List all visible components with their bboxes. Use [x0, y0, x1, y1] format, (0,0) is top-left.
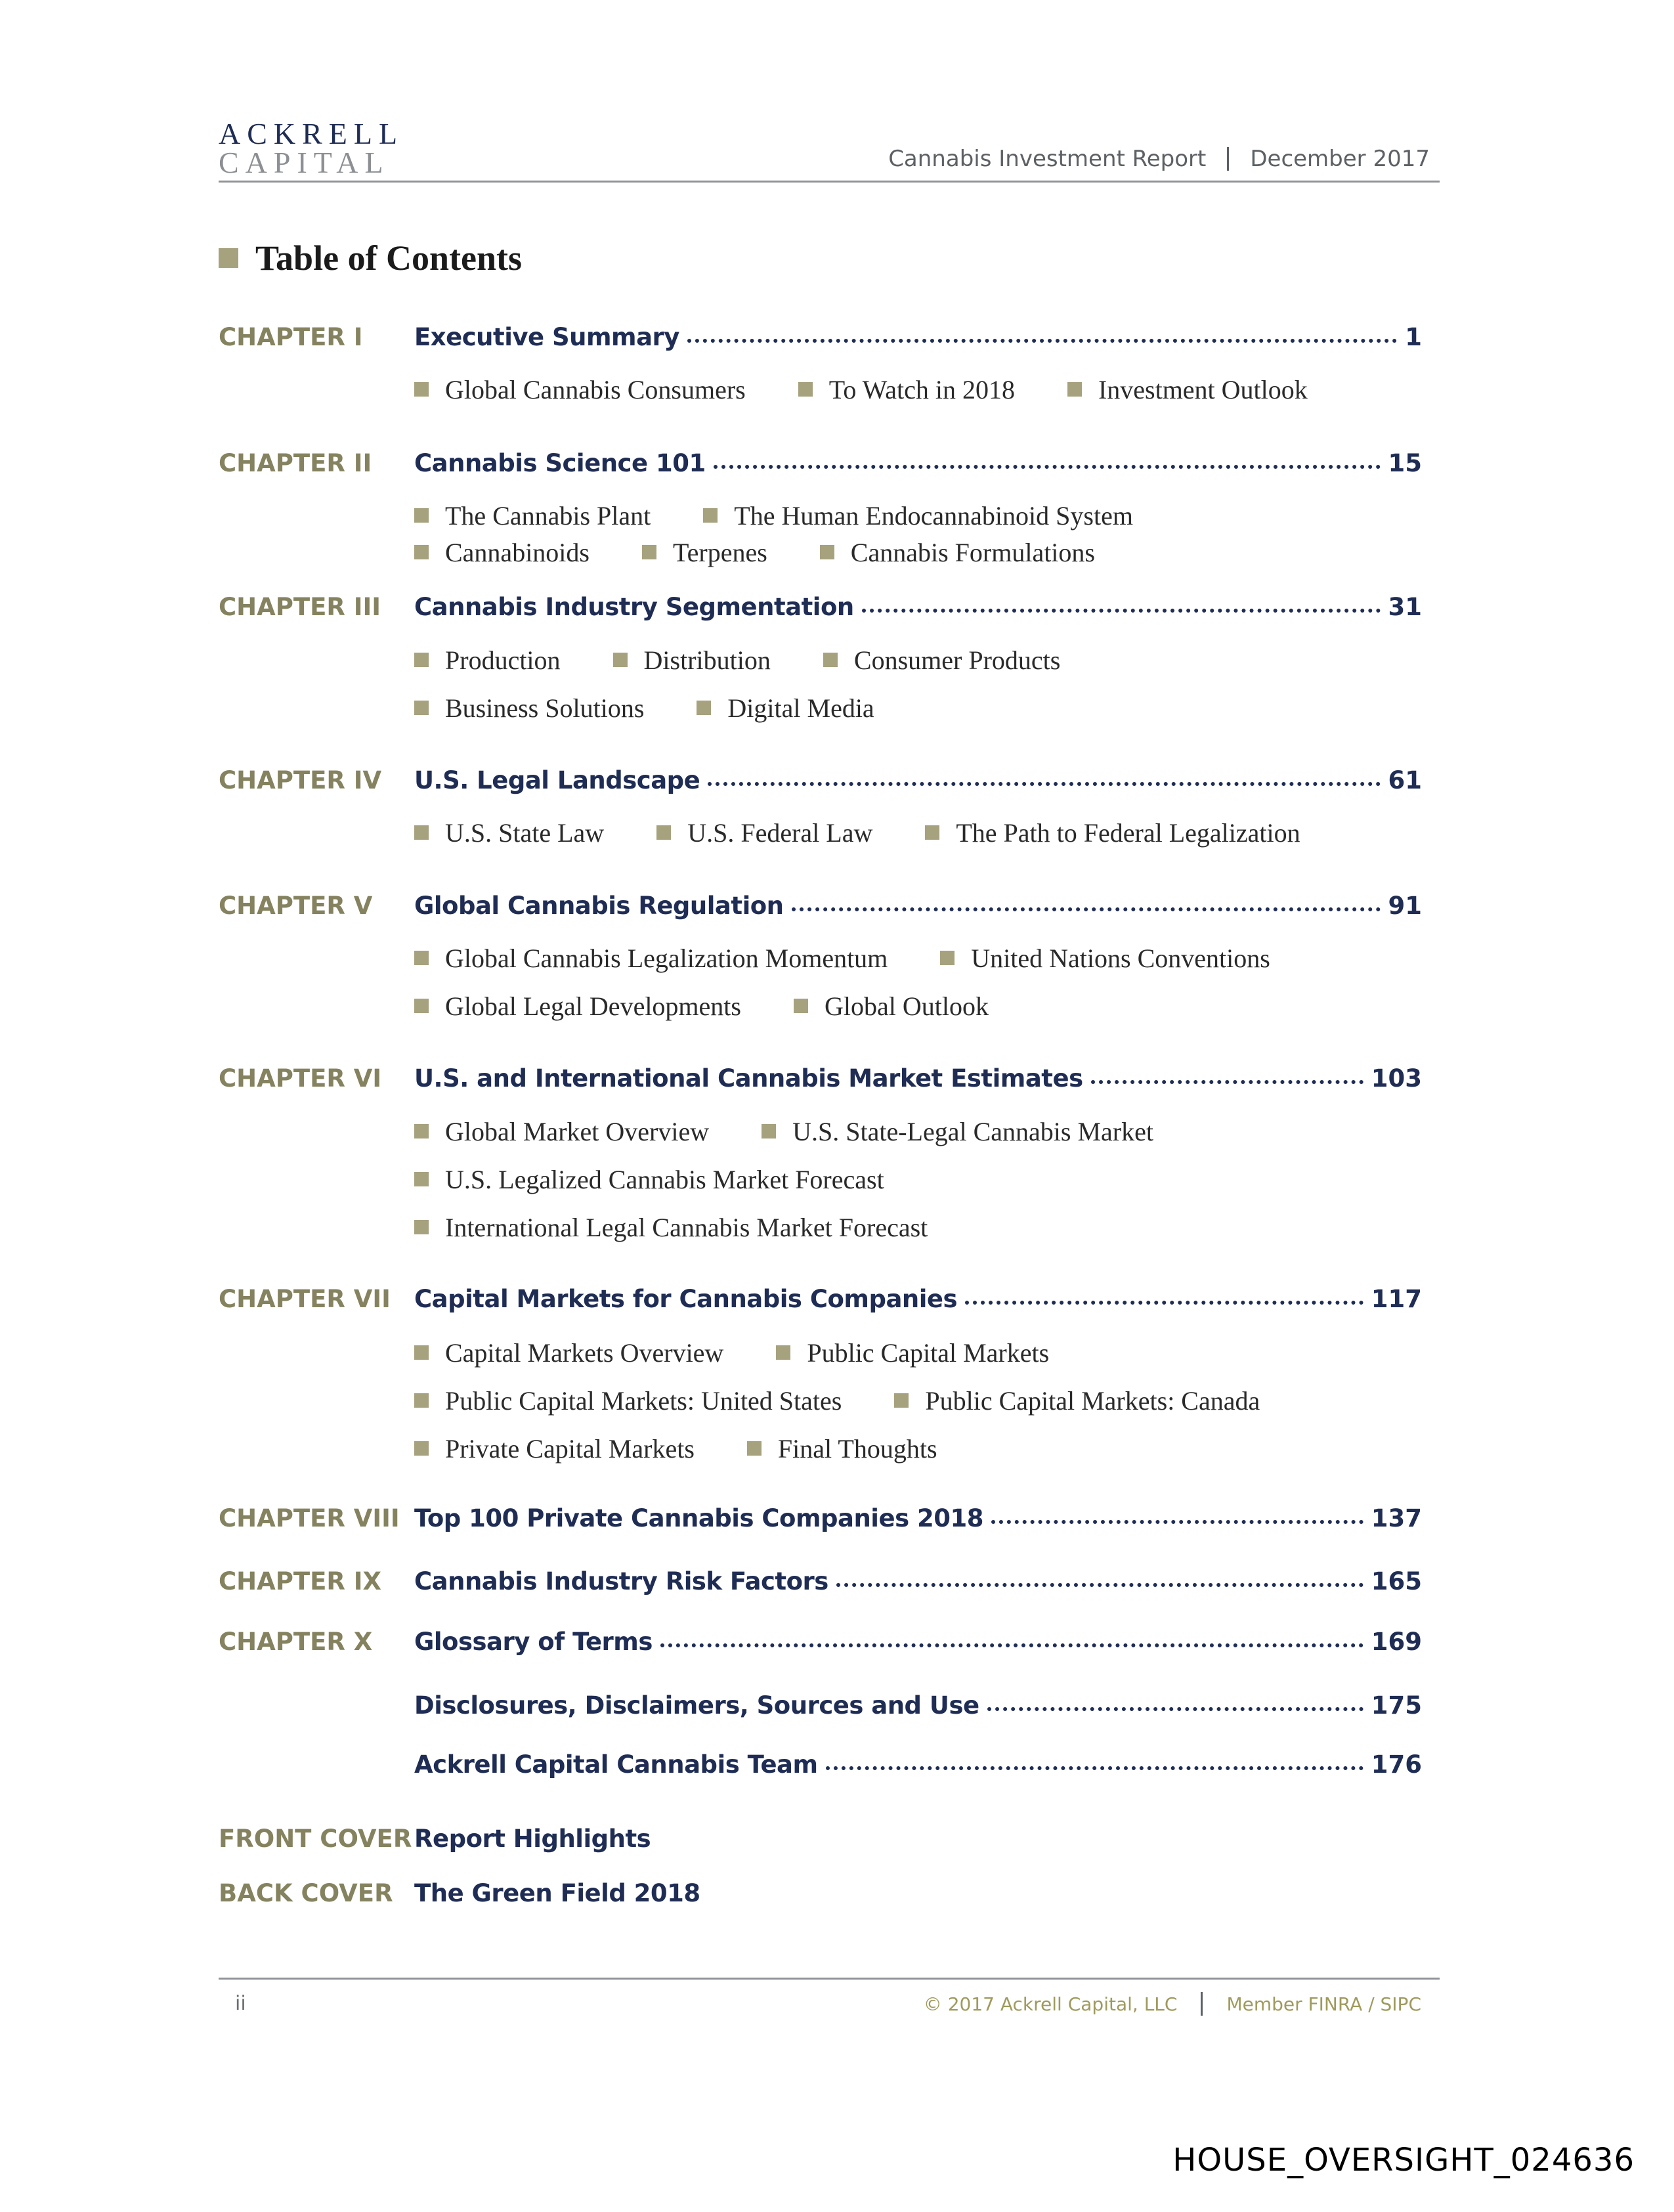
subsection-row — [414, 536, 1148, 569]
square-bullet-icon — [414, 1441, 429, 1456]
square-bullet-icon — [798, 382, 813, 397]
subsection-item[interactable] — [414, 1164, 884, 1195]
square-bullet-icon — [414, 1172, 429, 1186]
dot-leader — [965, 1297, 1363, 1305]
chapter-title[interactable]: U.S. Legal Landscape — [414, 766, 700, 794]
subsection-row — [414, 691, 927, 724]
dot-leader — [792, 903, 1381, 911]
chapter-title[interactable]: Cannabis Industry Segmentation — [414, 593, 854, 621]
subsection-label: U.S. Legalized Cannabis Market Forecast — [445, 1164, 884, 1194]
chapter-page-number: 117 — [1371, 1285, 1422, 1313]
dot-leader — [836, 1579, 1363, 1587]
subsection-label: Final Thoughts — [777, 1433, 937, 1464]
dot-leader — [826, 1762, 1363, 1770]
subsection-item[interactable] — [703, 500, 1133, 531]
chapter-title[interactable]: Disclosures, Disclaimers, Sources and Use — [414, 1691, 979, 1720]
chapter-title-row[interactable] — [414, 1504, 1422, 1532]
chapter-label: CHAPTER VIII — [219, 1504, 400, 1532]
dot-leader — [708, 778, 1380, 786]
subsection-row — [414, 373, 1360, 406]
copyright: © 2017 Ackrell Capital, LLC — [923, 1993, 1178, 2015]
toc-entry — [0, 1567, 1674, 1613]
subsection-label: Global Legal Developments — [445, 991, 741, 1021]
subsection-row — [414, 1115, 1206, 1148]
square-bullet-icon — [697, 701, 711, 715]
dot-leader — [862, 605, 1381, 613]
subsection-label: U.S. State Law — [445, 817, 605, 848]
chapter-label: CHAPTER V — [219, 892, 373, 920]
subsection-row — [414, 1211, 980, 1244]
chapter-label: CHAPTER III — [219, 593, 381, 621]
subsection-label: Digital Media — [727, 693, 874, 723]
chapter-label: CHAPTER IV — [219, 766, 382, 794]
square-bullet-icon — [414, 545, 429, 559]
chapter-label: CHAPTER VI — [219, 1064, 382, 1093]
chapter-page-number: 103 — [1371, 1064, 1422, 1093]
square-bullet-icon — [414, 382, 429, 397]
subsection-item[interactable] — [747, 1433, 937, 1464]
document-stamp: HOUSE_OVERSIGHT_024636 — [1172, 2142, 1635, 2179]
footer-separator — [1201, 1992, 1203, 2016]
square-bullet-icon — [414, 653, 429, 667]
chapter-title-row[interactable] — [414, 1628, 1422, 1656]
subsection-item[interactable] — [414, 1116, 709, 1147]
square-bullet-icon — [414, 1345, 429, 1360]
subsection-label: Capital Markets Overview — [445, 1337, 724, 1368]
dot-leader — [660, 1639, 1363, 1647]
subsection-item[interactable] — [798, 374, 1015, 405]
subsection-item[interactable] — [940, 943, 1270, 974]
square-bullet-icon — [823, 653, 838, 667]
square-bullet-icon — [940, 951, 955, 965]
chapter-page-number: 61 — [1388, 766, 1422, 794]
chapter-title-row[interactable] — [414, 1064, 1422, 1093]
chapter-title-row[interactable] — [414, 892, 1422, 920]
page-number: ii — [235, 1992, 246, 2015]
square-bullet-icon — [794, 999, 808, 1013]
subsection-row — [414, 942, 1323, 974]
chapter-title[interactable]: Glossary of Terms — [414, 1628, 653, 1656]
square-bullet-icon — [762, 1124, 776, 1139]
chapter-title-row[interactable] — [414, 1285, 1422, 1313]
subsection-label: United Nations Conventions — [971, 943, 1270, 973]
subsection-label: Production — [445, 645, 561, 675]
square-bullet-icon — [747, 1441, 762, 1456]
subsection-item[interactable] — [414, 1385, 842, 1416]
square-bullet-icon — [1067, 382, 1082, 397]
dot-leader — [991, 1516, 1363, 1524]
subsection-label: The Human Endocannabinoid System — [734, 500, 1133, 531]
square-bullet-icon — [219, 248, 238, 268]
subsection-item[interactable] — [642, 537, 767, 568]
chapter-page-number: 91 — [1388, 892, 1422, 920]
square-bullet-icon — [414, 508, 429, 523]
subsection-item[interactable] — [925, 817, 1300, 848]
logo-line-capital: CAPITAL — [219, 146, 390, 179]
subsection-label: The Path to Federal Legalization — [956, 817, 1300, 848]
toc-entry — [0, 1879, 1674, 1925]
report-header — [888, 146, 1430, 172]
subsection-label: The Cannabis Plant — [445, 500, 651, 531]
subsection-item[interactable] — [776, 1337, 1049, 1368]
chapter-page-number: 169 — [1371, 1628, 1422, 1656]
report-title: Cannabis Investment Report — [888, 146, 1207, 172]
subsection-item[interactable] — [697, 693, 874, 724]
chapter-title-row[interactable] — [414, 1879, 1422, 1907]
square-bullet-icon — [894, 1393, 909, 1408]
chapter-title[interactable]: Ackrell Capital Cannabis Team — [414, 1750, 818, 1779]
dot-leader — [714, 461, 1381, 469]
membership: Member FINRA / SIPC — [1226, 1993, 1421, 2015]
chapter-title[interactable]: Top 100 Private Cannabis Companies 2018 — [414, 1504, 983, 1532]
subsection-label: International Legal Cannabis Market Forecast — [445, 1212, 928, 1242]
toc-entry — [0, 766, 1674, 812]
subsection-label: Terpenes — [672, 537, 767, 567]
chapter-title-row[interactable] — [414, 593, 1422, 621]
square-bullet-icon — [776, 1345, 790, 1360]
subsection-item[interactable] — [414, 1337, 723, 1368]
chapter-title-row[interactable] — [414, 1691, 1422, 1720]
square-bullet-icon — [642, 545, 656, 559]
dot-leader — [987, 1703, 1363, 1711]
toc-entry — [0, 323, 1674, 369]
header-rule — [219, 181, 1440, 183]
dot-leader — [1091, 1076, 1363, 1084]
subsection-item[interactable] — [414, 943, 888, 974]
subsection-row — [414, 1163, 937, 1196]
subsection-row — [414, 816, 1353, 849]
chapter-page-number: 137 — [1371, 1504, 1422, 1532]
toc-entry — [0, 892, 1674, 938]
toc-entry — [0, 1285, 1674, 1331]
toc-entry — [0, 1064, 1674, 1110]
subsection-item[interactable] — [414, 817, 604, 848]
subsection-label: To Watch in 2018 — [828, 374, 1015, 404]
toc-entry — [0, 449, 1674, 495]
square-bullet-icon — [925, 825, 939, 840]
subsection-label: Global Market Overview — [445, 1116, 710, 1146]
chapter-page-number: 175 — [1371, 1691, 1422, 1720]
chapter-title[interactable]: Cannabis Industry Risk Factors — [414, 1567, 828, 1595]
chapter-title[interactable]: Executive Summary — [414, 323, 679, 351]
subsection-item[interactable] — [656, 817, 872, 848]
chapter-label: FRONT COVER — [219, 1825, 412, 1853]
square-bullet-icon — [414, 951, 429, 965]
company-logo — [219, 119, 404, 177]
toc-heading-text: Table of Contents — [255, 238, 523, 278]
square-bullet-icon — [703, 508, 718, 523]
subsection-label: Cannabinoids — [445, 537, 590, 567]
chapter-title[interactable]: U.S. and International Cannabis Market Estimates — [414, 1064, 1083, 1093]
chapter-title-row[interactable] — [414, 449, 1422, 477]
report-date: December 2017 — [1250, 146, 1430, 172]
chapter-page-number: 176 — [1371, 1750, 1422, 1779]
toc-entry — [0, 1825, 1674, 1871]
toc-entry — [0, 1691, 1674, 1737]
chapter-label: CHAPTER II — [219, 449, 372, 477]
chapter-title-row[interactable] — [414, 1750, 1422, 1779]
chapter-label: CHAPTER IX — [219, 1567, 382, 1595]
subsection-item[interactable] — [894, 1385, 1260, 1416]
chapter-page-number: 15 — [1388, 449, 1422, 477]
subsection-item[interactable] — [414, 374, 746, 405]
subsection-label: Private Capital Markets — [445, 1433, 695, 1464]
subsection-item[interactable] — [414, 1212, 928, 1243]
chapter-page-number: 1 — [1405, 323, 1422, 351]
chapter-title[interactable]: Global Cannabis Regulation — [414, 892, 784, 920]
square-bullet-icon — [613, 653, 628, 667]
toc-entry — [0, 1504, 1674, 1550]
subsection-label: U.S. Federal Law — [687, 817, 873, 848]
square-bullet-icon — [414, 1393, 429, 1408]
subsection-item[interactable] — [414, 500, 651, 531]
subsection-row — [414, 643, 1113, 676]
chapter-label: CHAPTER VII — [219, 1285, 391, 1313]
chapter-title[interactable]: The Green Field 2018 — [414, 1879, 700, 1907]
square-bullet-icon — [414, 999, 429, 1013]
subsection-label: U.S. State-Legal Cannabis Market — [792, 1116, 1153, 1146]
subsection-label: Consumer Products — [853, 645, 1061, 675]
subsection-item[interactable] — [762, 1116, 1153, 1147]
subsection-label: Global Outlook — [824, 991, 989, 1021]
footer-rule — [219, 1978, 1440, 1980]
subsection-item[interactable] — [820, 537, 1095, 568]
chapter-title-row[interactable] — [414, 323, 1422, 351]
subsection-row — [414, 499, 1186, 532]
footer-info — [924, 1992, 1421, 2016]
toc-heading — [219, 238, 522, 278]
square-bullet-icon — [414, 825, 429, 840]
chapter-title-row[interactable] — [414, 1825, 1422, 1853]
subsection-item[interactable] — [414, 645, 561, 676]
chapter-title-row[interactable] — [414, 766, 1422, 794]
subsection-item[interactable] — [613, 645, 771, 676]
chapter-page-number: 31 — [1388, 593, 1422, 621]
subsection-label: Public Capital Markets — [807, 1337, 1050, 1368]
chapter-title[interactable]: Report Highlights — [414, 1825, 651, 1853]
logo-line-ackrell: ACKRELL — [219, 117, 404, 150]
square-bullet-icon — [414, 1220, 429, 1234]
dot-leader — [687, 335, 1397, 343]
header-separator — [1227, 147, 1229, 171]
subsection-row — [414, 1432, 990, 1465]
subsection-row — [414, 1384, 1312, 1417]
square-bullet-icon — [656, 825, 671, 840]
subsection-label: Investment Outlook — [1098, 374, 1308, 404]
subsection-label: Global Cannabis Legalization Momentum — [445, 943, 888, 973]
subsection-label: Public Capital Markets: Canada — [925, 1385, 1260, 1416]
chapter-label: BACK COVER — [219, 1879, 393, 1907]
subsection-label: Distribution — [643, 645, 771, 675]
toc-entry — [0, 593, 1674, 639]
subsection-row — [414, 1336, 1102, 1369]
square-bullet-icon — [820, 545, 834, 559]
subsection-item[interactable] — [414, 693, 644, 724]
chapter-label: CHAPTER X — [219, 1628, 373, 1656]
subsection-item[interactable] — [794, 991, 989, 1022]
chapter-label: CHAPTER I — [219, 323, 363, 351]
subsection-item[interactable] — [823, 645, 1060, 676]
square-bullet-icon — [414, 1124, 429, 1139]
subsection-label: Public Capital Markets: United States — [445, 1385, 842, 1416]
toc-entry — [0, 1628, 1674, 1674]
subsection-item[interactable] — [1067, 374, 1308, 405]
subsection-item[interactable] — [414, 537, 590, 568]
subsection-label: Global Cannabis Consumers — [445, 374, 746, 404]
chapter-title-row[interactable] — [414, 1567, 1422, 1595]
square-bullet-icon — [414, 701, 429, 715]
subsection-label: Business Solutions — [445, 693, 645, 723]
toc-entry — [0, 1750, 1674, 1796]
chapter-page-number: 165 — [1371, 1567, 1422, 1595]
subsection-item[interactable] — [414, 991, 741, 1022]
subsection-item[interactable] — [414, 1433, 695, 1464]
chapter-title[interactable]: Capital Markets for Cannabis Companies — [414, 1285, 958, 1313]
chapter-title[interactable]: Cannabis Science 101 — [414, 449, 706, 477]
subsection-label: Cannabis Formulations — [850, 537, 1095, 567]
subsection-row — [414, 989, 1041, 1022]
